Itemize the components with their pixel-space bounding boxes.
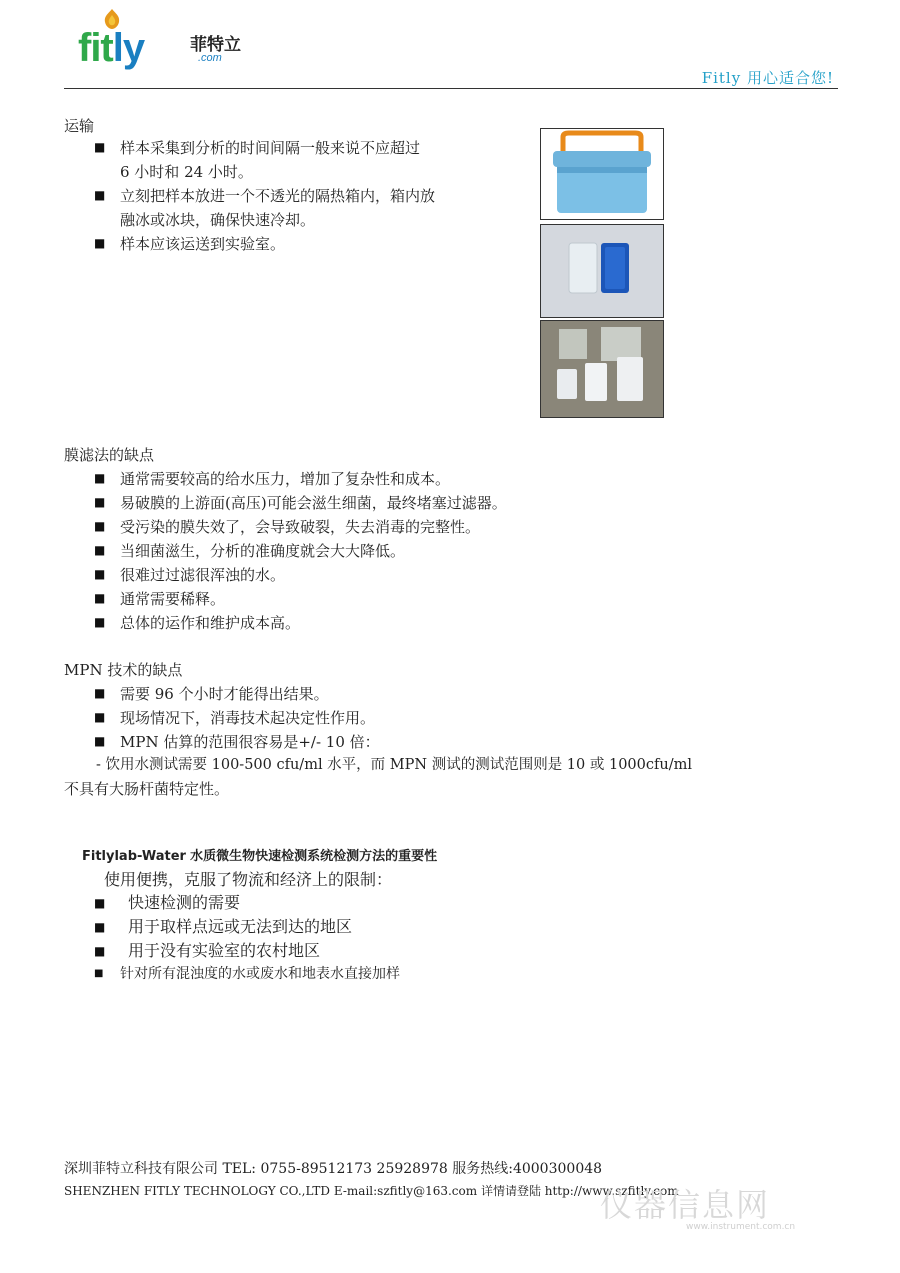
list-item-continuation: 6 小时和 24 小时。 (120, 163, 253, 181)
list-item: 立刻把样本放进一个不透光的隔热箱内，箱内放 (120, 187, 436, 205)
list-item: 受污染的膜失效了，会导致破裂，失去消毒的完整性。 (120, 518, 481, 536)
footer-contact-line: SHENZHEN FITLY TECHNOLOGY CO.,LTD E-mail:szfitly@163.com 详情请登陆 http://www.szfitly.com (64, 1184, 679, 1198)
list-item: 针对所有混浊度的水或废水和地表水直接加样 (120, 966, 400, 982)
bullet-icon: ■ (94, 591, 106, 605)
bullet-icon: ■ (94, 236, 106, 250)
company-logo (78, 8, 268, 70)
section-title-fitlylab (82, 845, 437, 869)
mpn-note: - 饮用水测试需要 100-500 cfu/ml 水平，而 MPN 测试的测试范围则是 10 或 1000cfu/ml (96, 757, 692, 773)
list-item: 需要 96 个小时才能得出结果。 (120, 685, 329, 703)
bullet-icon: ■ (94, 188, 106, 202)
section-title-mpn: MPN 技术的缺点 (64, 661, 183, 679)
list-item: 用于没有实验室的农村地区 (128, 941, 321, 960)
bullet-icon: ■ (94, 896, 106, 910)
fitlylab-intro: 使用便携，克服了物流和经济上的限制： (104, 870, 393, 889)
list-item: 通常需要较高的给水压力，增加了复杂性和成本。 (120, 470, 451, 488)
fitlylab-title-text: 水质微生物快速检测系统检测方法的重要性 (190, 849, 438, 864)
bullet-icon: ■ (94, 567, 106, 581)
list-item: 很难过过滤很浑浊的水。 (120, 566, 286, 584)
watermark-url: www.instrument.com.cn (686, 1222, 796, 1232)
cooler-box-image (540, 128, 664, 220)
list-item: 快速检测的需要 (128, 893, 241, 912)
bullet-icon: ■ (94, 495, 106, 509)
logo-domain: .com (198, 52, 222, 64)
logo-chinese-name: 菲特立 (190, 35, 241, 55)
list-item: 现场情况下，消毒技术起决定性作用。 (120, 709, 376, 727)
sample-bottles-image (540, 320, 664, 418)
bullet-icon: ■ (94, 615, 106, 629)
list-item: 当细菌滋生，分析的准确度就会大大降低。 (120, 542, 406, 560)
header-slogan: Fitly 用心适合您! (701, 69, 834, 87)
logo-wordmark: fitly (78, 26, 145, 70)
bullet-icon: ■ (94, 686, 106, 700)
list-item: 样本应该运送到实验室。 (120, 235, 286, 253)
list-item: 通常需要稀释。 (120, 590, 226, 608)
ice-packs-image (540, 224, 664, 318)
bullet-icon: ■ (94, 519, 106, 533)
header-divider (64, 88, 838, 89)
section-title-membrane: 膜滤法的缺点 (64, 446, 155, 464)
watermark-text: 仪器信息网 (600, 1186, 771, 1224)
list-item: 总体的运作和维护成本高。 (120, 614, 301, 632)
list-item-continuation: 融冰或冰块，确保快速冷却。 (120, 211, 316, 229)
list-item: 样本采集到分析的时间间隔一般来说不应超过 (120, 139, 421, 157)
watermark-logo (600, 1180, 770, 1226)
bullet-icon: ■ (94, 920, 106, 934)
list-item: 易破膜的上游面(高压)可能会滋生细菌，最终堵塞过滤器。 (120, 494, 507, 512)
bullet-icon: ■ (94, 543, 106, 557)
fitlylab-brand: Fitlylab-Water (82, 849, 186, 864)
bullet-icon: ■ (94, 471, 106, 485)
bullet-icon: ■ (94, 710, 106, 724)
bullet-icon: ■ (94, 944, 106, 958)
bullet-icon: ■ (94, 140, 106, 154)
mpn-note-continuation: 不具有大肠杆菌特定性。 (64, 780, 230, 798)
bullet-icon: ■ (94, 734, 106, 748)
section-title-transport: 运输 (64, 117, 95, 135)
list-item: MPN 估算的范围很容易是+/- 10 倍： (120, 733, 380, 751)
list-item: 用于取样点远或无法到达的地区 (128, 917, 353, 936)
footer-company-line: 深圳菲特立科技有限公司 TEL: 0755-89512173 25928978 服务热线:4000300048 (64, 1161, 603, 1177)
bullet-icon: ■ (94, 968, 104, 979)
